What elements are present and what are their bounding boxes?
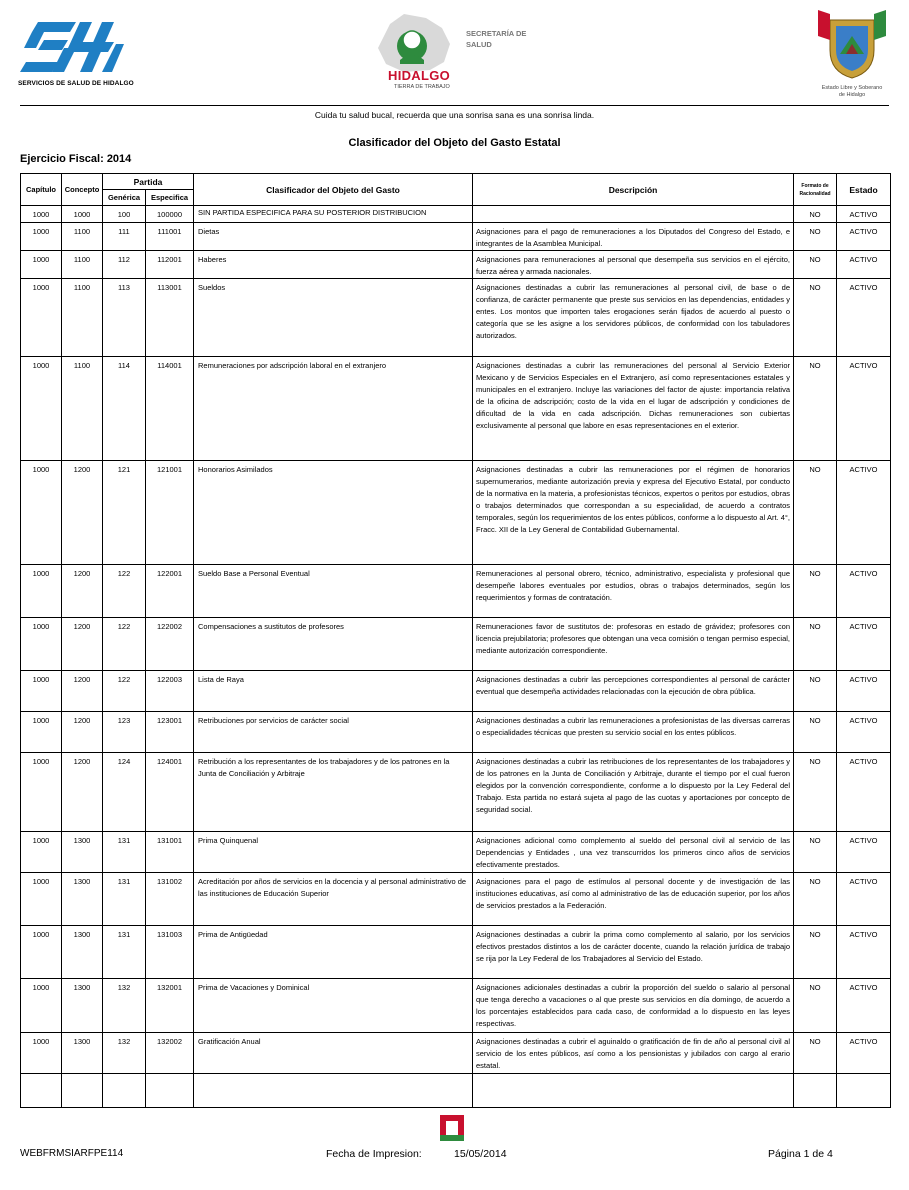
cell-capitulo: 1000 <box>21 461 62 565</box>
cell-formato: NO <box>794 565 837 618</box>
cell-capitulo: 1000 <box>21 873 62 926</box>
table-row <box>21 712 891 753</box>
table-row <box>21 279 891 357</box>
cell-capitulo: 1000 <box>21 832 62 873</box>
cell-concepto: 1200 <box>62 753 103 832</box>
table-row <box>21 753 891 832</box>
hidalgo-wordmark: HIDALGO <box>388 68 451 83</box>
ssh-caption: SERVICIOS DE SALUD DE HIDALGO <box>18 80 134 87</box>
cell-especifica: 112001 <box>146 251 194 279</box>
cell-concepto: 1000 <box>62 206 103 223</box>
cell-capitulo: 1000 <box>21 926 62 979</box>
cell-clasificador: Gratificación Anual <box>194 1033 473 1074</box>
cell-formato: NO <box>794 251 837 279</box>
cell-especifica: 132001 <box>146 979 194 1033</box>
cell-estado: ACTIVO <box>837 873 891 926</box>
col-generica: Genérica <box>103 190 146 206</box>
cell-descripcion: Remuneraciones favor de sustitutos de: profesoras en estado de grávidez; profesores con licencia prejubilatoria; profesores que obtengan una veca comisión o tengan permiso especial, mediante autorización correspondiente. <box>473 618 794 671</box>
cell-capitulo: 1000 <box>21 979 62 1033</box>
cell-capitulo: 1000 <box>21 279 62 357</box>
cell-descripcion: Asignaciones destinadas a cubrir las remuneraciones a profesionistas de las diversas carreras o especialidades técnicas que presten su servicio social en los entes públicos. <box>473 712 794 753</box>
cell-estado: ACTIVO <box>837 712 891 753</box>
slogan: Cuida tu salud bucal, recuerda que una sonrisa sana es una sonrisa linda. <box>314 110 595 120</box>
cell-descripcion: Asignaciones destinadas a cubrir la prima como complemento al salario, por los servicios efectivos prestados distintos a los de carácter docente, cuando la relación jurídica de trabajo se rija por la Ley Federal de los Trabajadores al Servicio del Estado. <box>473 926 794 979</box>
col-partida: Partida <box>103 174 194 190</box>
cell-descripcion: Asignaciones para el pago de remuneraciones a los Diputados del Congreso del Estado, e integrantes de la Asamblea Municipal. <box>473 223 794 251</box>
cell-generica: 124 <box>103 753 146 832</box>
table-row <box>21 926 891 979</box>
cell-concepto: 1300 <box>62 926 103 979</box>
cell-formato: NO <box>794 461 837 565</box>
cell-clasificador: Sueldo Base a Personal Eventual <box>194 565 473 618</box>
table-row <box>21 618 891 671</box>
page-title: Clasificador del Objeto del Gasto Estatal <box>348 137 561 149</box>
col-formato-line1: Formato de <box>801 182 829 189</box>
cell-descripcion: Asignaciones destinadas a cubrir las remuneraciones por el régimen de honorarios supernumerarios, mediante autorización previa y expresa del Ejecutivo Estatal, por conducto de la normativa en la materia, a profesionistas técnicos, expertos o peritos por estudios, obras o trabajos determinados que correspondan a su especialidad, de acuerdo a contratos temporales, según los requerimientos de los entes públicos, conforme a lo dispuesto al Art. 4°, Fracc. XII de la Ley General de Contabilidad Gubernamental. <box>473 461 794 565</box>
cell-estado: ACTIVO <box>837 832 891 873</box>
cell-concepto: 1200 <box>62 565 103 618</box>
table-row <box>21 873 891 926</box>
cell-formato: NO <box>794 712 837 753</box>
cell-clasificador: Retribución a los representantes de los trabajadores y de los patrones en la Junta de Conciliación y Arbitraje <box>194 753 473 832</box>
cell-concepto: 1200 <box>62 712 103 753</box>
gasto-table <box>20 173 891 1108</box>
cell-clasificador: Sueldos <box>194 279 473 357</box>
cell-generica: 123 <box>103 712 146 753</box>
cell-generica: 122 <box>103 618 146 671</box>
cell-clasificador: Acreditación por años de servicios en la docencia y al personal administrativo de las instituciones de Educación Superior <box>194 873 473 926</box>
cell-formato: NO <box>794 873 837 926</box>
cell-capitulo: 1000 <box>21 206 62 223</box>
cell-descripcion: Asignaciones para el pago de estímulos al personal docente y de investigación de las instituciones educativas, así como al administrativo de las de educación superior, por los años de servicios prestados a la Federación. <box>473 873 794 926</box>
cell-capitulo: 1000 <box>21 712 62 753</box>
cell-concepto: 1100 <box>62 357 103 461</box>
ssh-logo-icon <box>18 14 128 78</box>
col-clasificador: Clasificador del Objeto del Gasto <box>194 174 473 206</box>
table-row <box>21 357 891 461</box>
cell-estado: ACTIVO <box>837 357 891 461</box>
table-row <box>21 223 891 251</box>
table-row <box>21 251 891 279</box>
cell-estado: ACTIVO <box>837 279 891 357</box>
cell-capitulo: 1000 <box>21 1033 62 1074</box>
cell-generica: 131 <box>103 832 146 873</box>
col-formato <box>794 174 837 206</box>
cell-generica: 113 <box>103 279 146 357</box>
cell-especifica: 100000 <box>146 206 194 223</box>
cell-especifica: 132002 <box>146 1033 194 1074</box>
table-row <box>21 832 891 873</box>
cell-concepto: 1300 <box>62 873 103 926</box>
cell-formato: NO <box>794 357 837 461</box>
coat-caption-1: Estado Libre y Soberano <box>821 85 883 91</box>
cell-capitulo: 1000 <box>21 753 62 832</box>
cell-concepto: 1200 <box>62 461 103 565</box>
table-row <box>21 979 891 1033</box>
cell-clasificador: SIN PARTIDA ESPECIFICA PARA SU POSTERIOR DISTRIBUCION <box>194 206 473 223</box>
cell-descripcion: Asignaciones destinadas a cubrir el aguinaldo o gratificación de fin de año al personal civil al servicio de los entes públicos, así como a los pensionistas y jubilados con cargo al erario estatal. <box>473 1033 794 1074</box>
cell-descripcion: Asignaciones destinadas a cubrir las percepciones correspondientes al personal de carácter eventual que desempeña actividades relacionadas con la ejecución de obra pública. <box>473 671 794 712</box>
cell-formato: NO <box>794 671 837 712</box>
cell-concepto: 1100 <box>62 251 103 279</box>
cell-generica: 132 <box>103 979 146 1033</box>
hidalgo-coat-of-arms <box>812 10 892 102</box>
cell-clasificador: Lista de Raya <box>194 671 473 712</box>
cell-estado: ACTIVO <box>837 223 891 251</box>
cell-concepto: 1200 <box>62 671 103 712</box>
cell-generica: 122 <box>103 565 146 618</box>
cell-clasificador: Prima de Vacaciones y Dominical <box>194 979 473 1033</box>
cell-formato: NO <box>794 753 837 832</box>
ssh-logo <box>18 14 138 94</box>
cell-especifica: 111001 <box>146 223 194 251</box>
col-formato-line2: Racionalidad <box>799 190 831 197</box>
table-row <box>21 206 891 223</box>
cell-generica: 122 <box>103 671 146 712</box>
cell-formato: NO <box>794 618 837 671</box>
cell-clasificador: Remuneraciones por adscripción laboral en el extranjero <box>194 357 473 461</box>
cell-concepto: 1300 <box>62 832 103 873</box>
cell-descripcion: Asignaciones destinadas a cubrir las retribuciones de los representantes de los trabajadores y de los patrones en la Junta de Conciliación y Arbitraje, durante el tiempo por el cual fueron elegidos por la convención correspondiente, conforme a lo dispuesto por la Ley Federal del Trabajo. Esta partida no estará sujeta al pago de las cuotas y aportaciones por concepto de seguridad social. <box>473 753 794 832</box>
cell-generica: 100 <box>103 206 146 223</box>
cell-generica: 114 <box>103 357 146 461</box>
cell-descripcion: Remuneraciones al personal obrero, técnico, administrativo, especialista y profesional que desempeñe labores eventuales por estudios, obras o trabajos determinados, según los requerimientos y formas de contratación. <box>473 565 794 618</box>
cell-estado: ACTIVO <box>837 565 891 618</box>
cell-clasificador: Prima Quinquenal <box>194 832 473 873</box>
col-descripcion: Descripción <box>473 174 794 206</box>
cell-formato: NO <box>794 223 837 251</box>
report-code: WEBFRMSIARFPE114 <box>20 1148 124 1159</box>
col-estado: Estado <box>837 174 891 206</box>
cell-descripcion: Asignaciones destinadas a cubrir las remuneraciones al personal civil, de base o de confianza, de carácter permanente que preste sus servicios en las dependencias, entidades y entes. Los montos que importen tales erogaciones serán fijados de acuerdo al puesto o categoría que se les asigne a los servidores públicos, de conformidad con los tabuladores autorizados. <box>473 279 794 357</box>
cell-clasificador: Honorarios Asimilados <box>194 461 473 565</box>
hidalgo-salud-logo <box>370 10 550 100</box>
cell-especifica: 114001 <box>146 357 194 461</box>
cell-capitulo: 1000 <box>21 671 62 712</box>
cell-estado: ACTIVO <box>837 251 891 279</box>
cell-concepto: 1100 <box>62 279 103 357</box>
cell-concepto: 1200 <box>62 618 103 671</box>
cell-clasificador: Compensaciones a sustitutos de profesores <box>194 618 473 671</box>
page-number: Página 1 de 4 <box>768 1148 833 1160</box>
secretaria-label <box>466 28 526 50</box>
cell-formato: NO <box>794 1033 837 1074</box>
cell-capitulo: 1000 <box>21 357 62 461</box>
header-divider <box>20 105 889 106</box>
cell-generica: 131 <box>103 926 146 979</box>
cell-especifica: 122001 <box>146 565 194 618</box>
tierra-de-trabajo: TIERRA DE TRABAJO <box>394 84 450 90</box>
table-row <box>21 461 891 565</box>
cell-capitulo: 1000 <box>21 565 62 618</box>
cell-capitulo: 1000 <box>21 618 62 671</box>
coat-caption-2: de Hidalgo <box>838 92 866 98</box>
cell-especifica: 122002 <box>146 618 194 671</box>
cell-concepto: 1300 <box>62 979 103 1033</box>
table-row <box>21 565 891 618</box>
cell-clasificador: Dietas <box>194 223 473 251</box>
secretaria-text: SECRETARÍA DE <box>466 29 527 38</box>
cell-descripcion: Asignaciones destinadas a cubrir las remuneraciones del personal al Servicio Exterior Mexicano y de Servicios Especiales en el Extranjero, así como representaciones estatales y municipales en el extranjero. Incluye las variaciones del factor de ajuste: importancia relativa de la oficina de adscripción; costo de la vida en el lugar de adscripción y condiciones de dificultad de la vida en cada adscripción. Dichas remuneraciones son cubiertas exclusivamente al personal que labore en esas representaciones en el exterior. <box>473 357 794 461</box>
cell-formato: NO <box>794 832 837 873</box>
footer-emblem-icon <box>438 1113 466 1143</box>
cell-especifica: 124001 <box>146 753 194 832</box>
coat-of-arms-icon <box>816 10 888 80</box>
cell-especifica: 113001 <box>146 279 194 357</box>
cell-capitulo: 1000 <box>21 251 62 279</box>
cell-generica: 131 <box>103 873 146 926</box>
cell-descripcion: Asignaciones para remuneraciones al personal que desempeña sus servicios en el ejército, fuerza aérea y armada nacionales. <box>473 251 794 279</box>
salud-text: SALUD <box>466 40 492 49</box>
cell-estado: ACTIVO <box>837 618 891 671</box>
cell-especifica: 123001 <box>146 712 194 753</box>
cell-generica: 132 <box>103 1033 146 1074</box>
cell-clasificador: Prima de Antigüedad <box>194 926 473 979</box>
col-especifica: Especifica <box>146 190 194 206</box>
table-row-empty <box>21 1074 891 1108</box>
col-capitulo: Capítulo <box>21 174 62 206</box>
cell-formato: NO <box>794 206 837 223</box>
cell-especifica: 131002 <box>146 873 194 926</box>
cell-estado: ACTIVO <box>837 206 891 223</box>
cell-estado: ACTIVO <box>837 461 891 565</box>
cell-concepto: 1100 <box>62 223 103 251</box>
print-date: 15/05/2014 <box>454 1148 507 1160</box>
cell-formato: NO <box>794 279 837 357</box>
cell-descripcion: Asignaciones adicionales destinadas a cubrir la proporción del sueldo o salario al personal que tenga derecho a vacaciones o al que preste sus servicios en día domingo, de acuerdo a los porcentajes establecidos para cada caso, de conformidad a lo dispuesto en las leyes respectivas. <box>473 979 794 1033</box>
cell-especifica: 131001 <box>146 832 194 873</box>
cell-clasificador: Retribuciones por servicios de carácter social <box>194 712 473 753</box>
cell-especifica: 131003 <box>146 926 194 979</box>
fiscal-year: Ejercicio Fiscal: 2014 <box>20 153 132 165</box>
cell-descripcion <box>473 206 794 223</box>
cell-clasificador: Haberes <box>194 251 473 279</box>
cell-estado: ACTIVO <box>837 671 891 712</box>
cell-estado: ACTIVO <box>837 979 891 1033</box>
table-row <box>21 671 891 712</box>
cell-generica: 112 <box>103 251 146 279</box>
cell-estado: ACTIVO <box>837 1033 891 1074</box>
cell-concepto: 1300 <box>62 1033 103 1074</box>
cell-generica: 121 <box>103 461 146 565</box>
table-row <box>21 1033 891 1074</box>
cell-estado: ACTIVO <box>837 753 891 832</box>
col-concepto: Concepto <box>62 174 103 206</box>
cell-formato: NO <box>794 979 837 1033</box>
cell-formato: NO <box>794 926 837 979</box>
cell-especifica: 121001 <box>146 461 194 565</box>
cell-capitulo: 1000 <box>21 223 62 251</box>
print-date-label: Fecha de Impresion: <box>326 1148 422 1160</box>
cell-generica: 111 <box>103 223 146 251</box>
cell-descripcion: Asignaciones adicional como complemento al sueldo del personal civil al servicio de las Dependencias y Entidades , una vez transcurridos los primeros cinco años de servicios efectivamente prestados. <box>473 832 794 873</box>
cell-especifica: 122003 <box>146 671 194 712</box>
cell-estado: ACTIVO <box>837 926 891 979</box>
